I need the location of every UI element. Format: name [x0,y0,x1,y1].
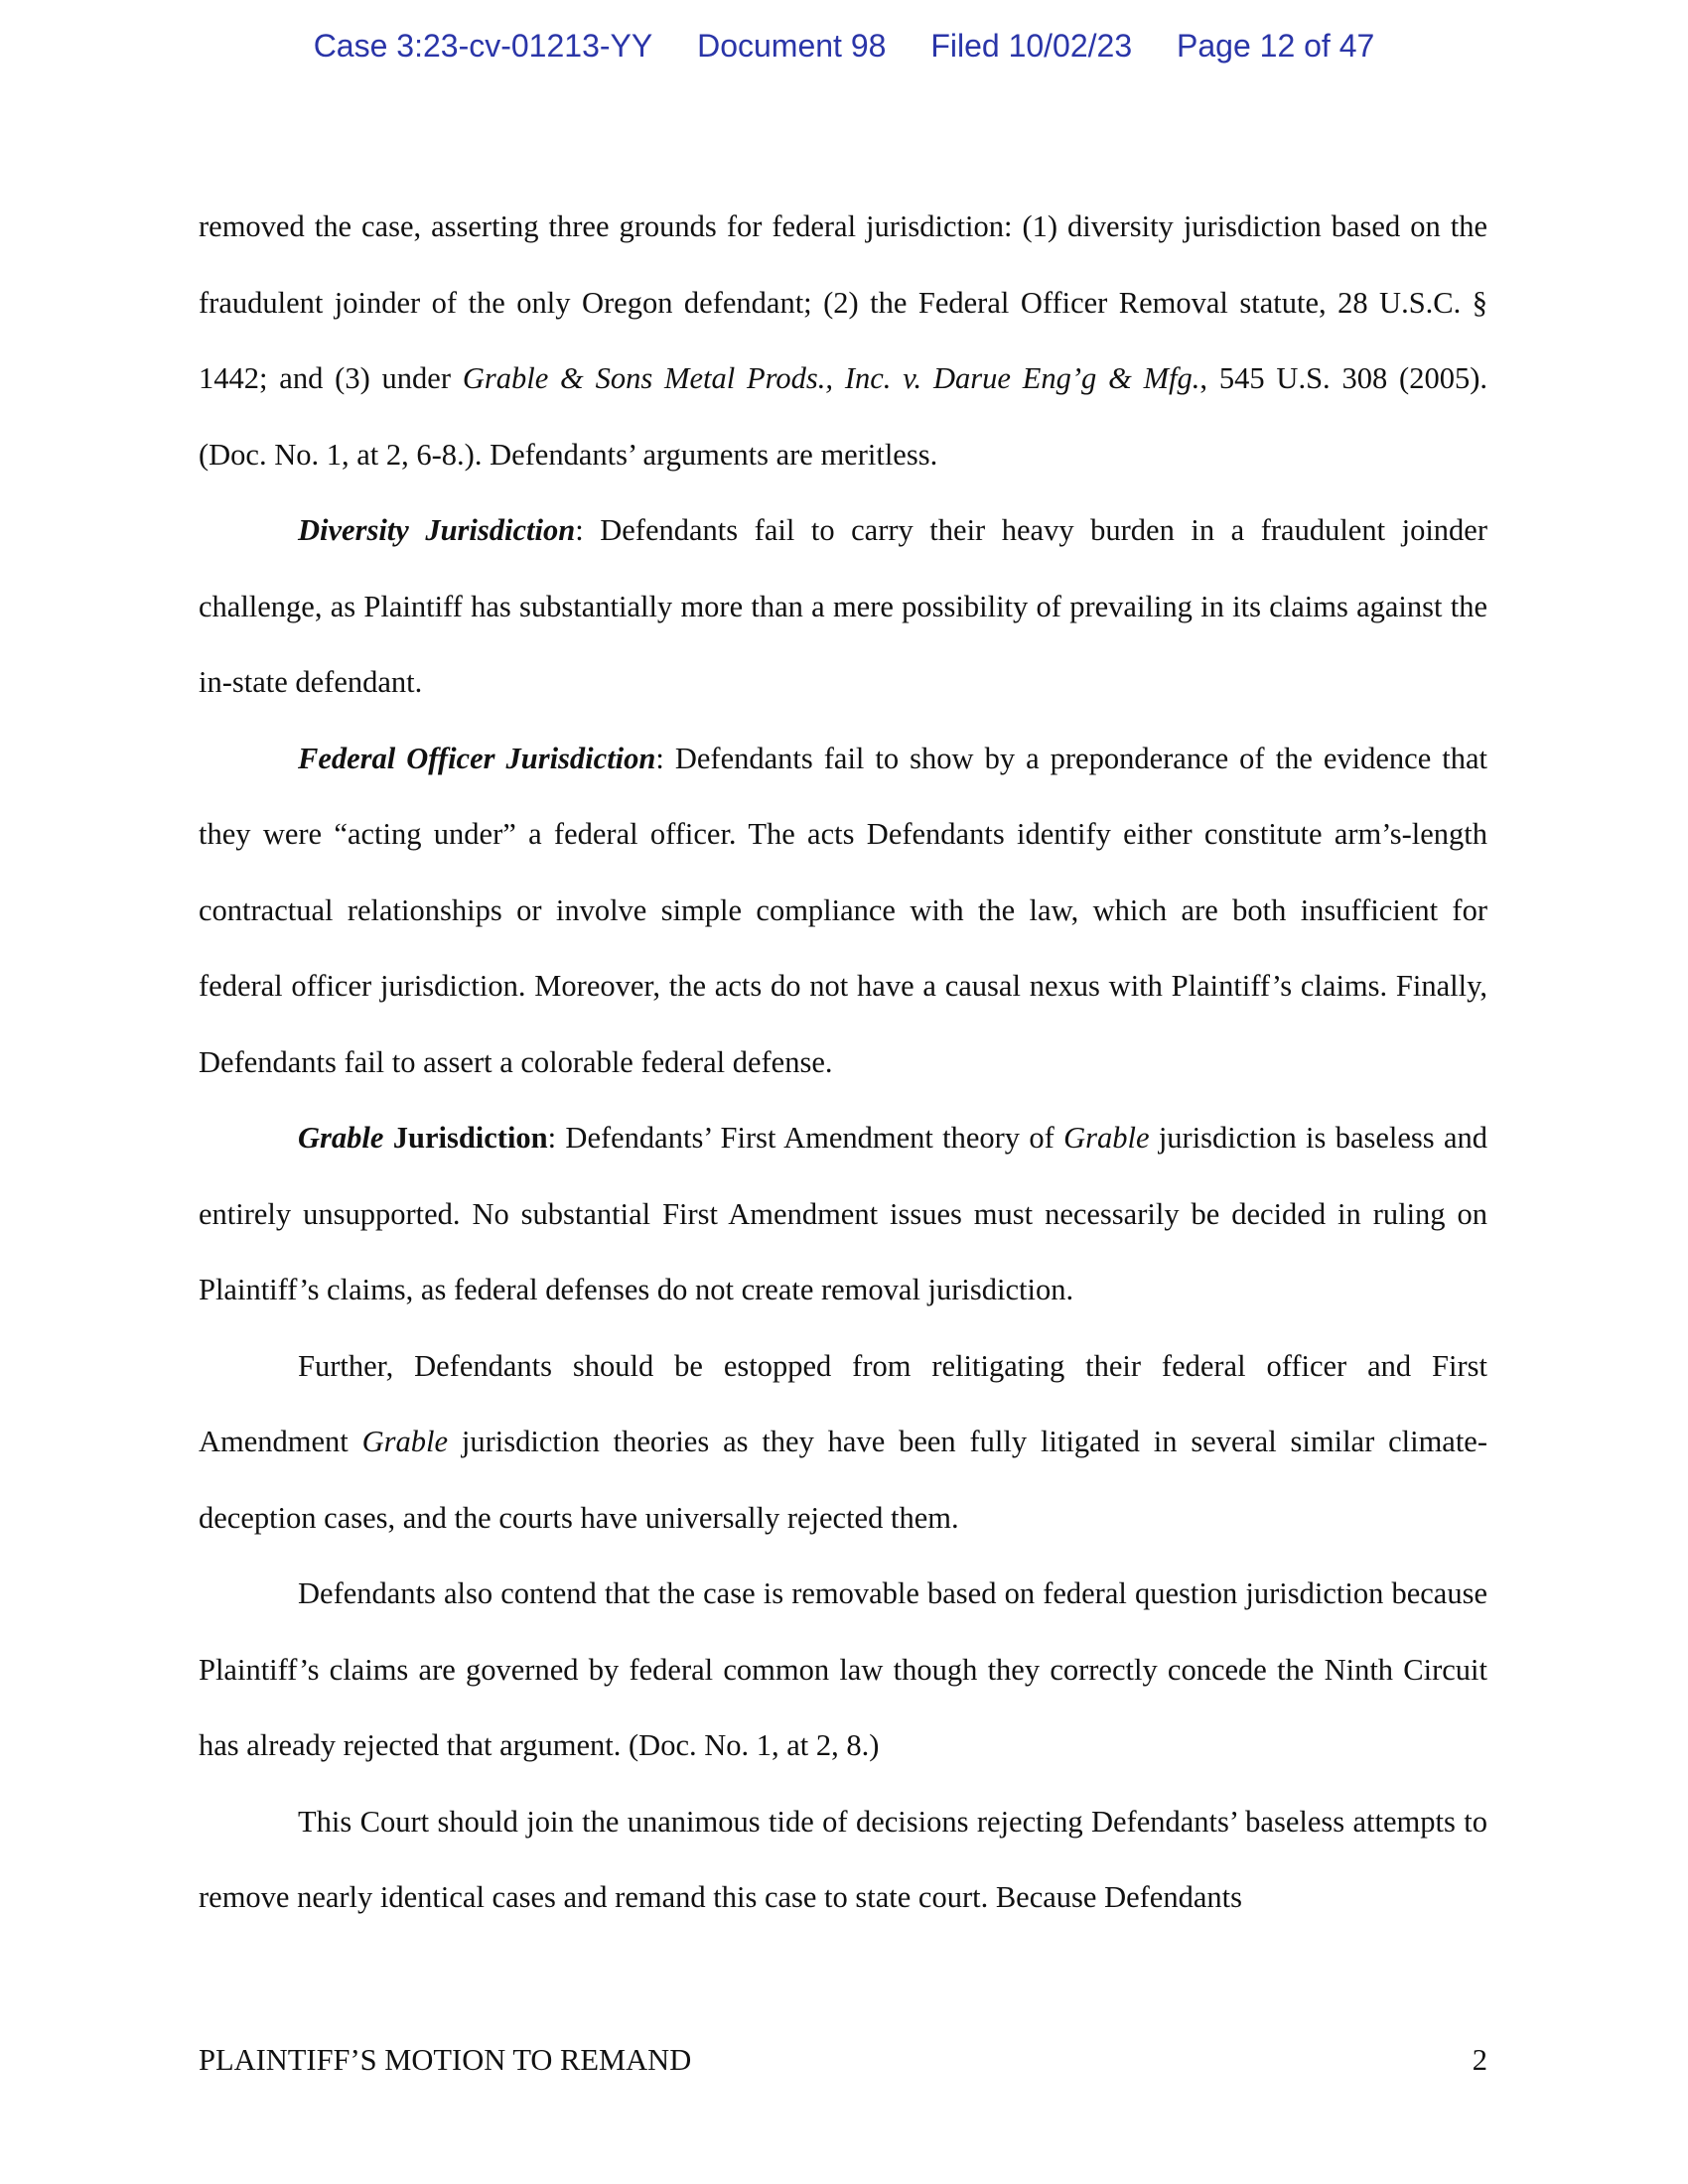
section-heading-grable [298,1121,548,1155]
paragraph-text: : Defendants fail to carry their heavy burden in a fraudulent joinder challenge, as Plaintiff has substantially more than a mere possibility of prevailing in its claims against the in-state defendant. [199,513,1487,699]
paragraph-text: Further, Defendants should be estopped from relitigating their federal officer and First Amendment [199,1348,1487,1458]
paragraph-text: , 545 U.S. 308 (2005). (Doc. No. 1, at 2, 6-8.). Defendants’ arguments are meritless. [199,361,1487,472]
heading-italic-part: Grable [298,1121,384,1155]
paragraph-text: jurisdiction is baseless and entirely unsupported. No substantial First Amendment issues must necessarily be decided in ruling on Plaintiff’s claims, as federal defenses do not create removal jurisdiction. [199,1121,1487,1306]
paragraph-diversity-jurisdiction [199,492,1487,721]
footer-title: PLAINTIFF’S MOTION TO REMAND [199,2043,692,2077]
document-number: Document 98 [697,28,887,64]
filed-date: Filed 10/02/23 [930,28,1133,64]
paragraph-text: jurisdiction theories as they have been fully litigated in several similar climate-deception cases, and the courts have universally rejected them. [199,1425,1487,1535]
paragraph-text: : Defendants’ First Amendment theory of [547,1121,1064,1155]
case-citation: Grable & Sons Metal Prods., Inc. v. Darue Eng’g & Mfg. [462,361,1200,395]
paragraph-text: Defendants also contend that the case is removable based on federal question jurisdiction because Plaintiff’s claims are governed by federal common law though they correctly concede the Ninth Circuit has already rejected that argument. (Doc. No. 1, at 2, 8.) [199,1576,1487,1762]
case-number: Case 3:23-cv-01213-YY [313,28,653,64]
paragraph-federal-common-law [199,1556,1487,1784]
paragraph-removal-grounds [199,189,1487,492]
document-body [199,189,1487,1936]
case-name-grable: Grable [361,1425,449,1458]
heading-rest: Jurisdiction [383,1121,548,1155]
paragraph-estoppel [199,1328,1487,1557]
page-indicator: Page 12 of 47 [1177,28,1375,64]
paragraph-text: removed the case, asserting three grounds for federal jurisdiction: (1) diversity jurisdiction based on the fraudulent joinder of the only Oregon defendant; (2) the Federal Officer Removal statute, 28 U.S.C. § 1442; and (3) under [199,209,1487,395]
ecf-filing-header [0,28,1688,65]
paragraph-federal-officer-jurisdiction [199,721,1487,1101]
paragraph-text: : Defendants fail to show by a preponderance of the evidence that they were “acting under” a federal officer. The acts Defendants identify either constitute arm’s-length contractual relationships or involve simple compliance with the law, which are both insufficient for federal officer jurisdiction. Moreover, the acts do not have a causal nexus with Plaintiff’s claims. Finally, Defendants fail to assert a colorable federal defense. [199,741,1487,1079]
section-heading-federal-officer: Federal Officer Jurisdiction [298,741,656,775]
paragraph-grable-jurisdiction [199,1100,1487,1328]
case-name-grable: Grable [1063,1121,1150,1155]
page-footer [199,2043,1487,2083]
paragraph-conclusion [199,1784,1487,1936]
section-heading-diversity: Diversity Jurisdiction [298,513,576,547]
page-number: 2 [1472,2043,1487,2077]
paragraph-text: This Court should join the unanimous tide of decisions rejecting Defendants’ baseless attempts to remove nearly identical cases and remand this case to state court. Because Defendants [199,1804,1487,1914]
